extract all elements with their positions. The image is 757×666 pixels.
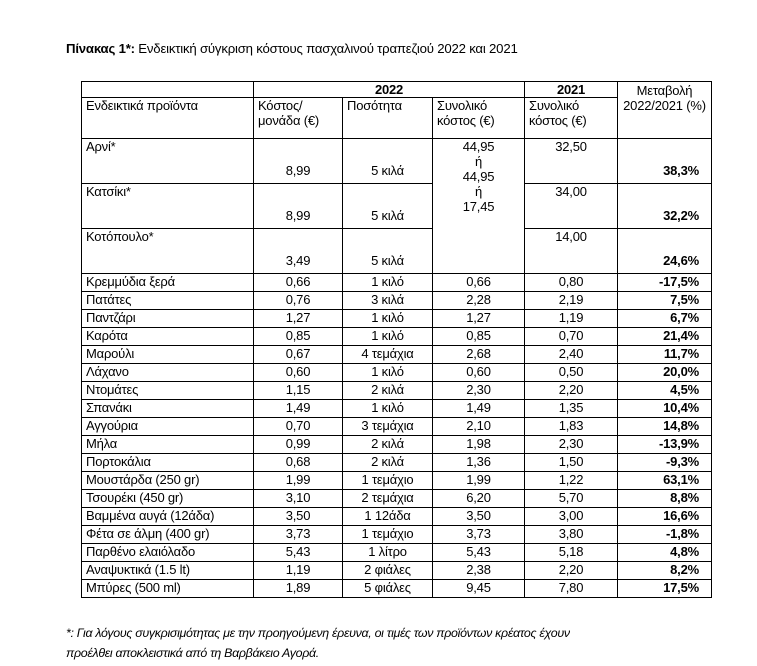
unit-cost: 1,19 <box>254 562 343 580</box>
total-2022: 3,50 <box>433 508 525 526</box>
product-name: Αγγούρια <box>82 418 254 436</box>
total-2022: 1,98 <box>433 436 525 454</box>
product-name: Καρότα <box>82 328 254 346</box>
total-2021: 34,00 <box>525 184 618 229</box>
total-2021: 2,40 <box>525 346 618 364</box>
product-name: Μουστάρδα (250 gr) <box>82 472 254 490</box>
meat-row <box>82 184 712 229</box>
table-row <box>82 346 712 364</box>
unit-cost: 0,99 <box>254 436 343 454</box>
quantity: 2 κιλά <box>343 454 433 472</box>
total-2021: 2,20 <box>525 562 618 580</box>
unit-cost: 3,50 <box>254 508 343 526</box>
unit-cost: 3,10 <box>254 490 343 508</box>
quantity: 5 κιλά <box>343 184 433 229</box>
quantity: 1 κιλό <box>343 328 433 346</box>
change-percent: 14,8% <box>618 418 712 436</box>
table-row <box>82 490 712 508</box>
meat-total-2022-line: 44,95 <box>462 169 495 184</box>
quantity: 2 τεμάχια <box>343 490 433 508</box>
total-2022: 9,45 <box>433 580 525 598</box>
product-name: Τσουρέκι (450 gr) <box>82 490 254 508</box>
table-row <box>82 454 712 472</box>
change-percent: 8,8% <box>618 490 712 508</box>
total-2022: 2,30 <box>433 382 525 400</box>
table-row <box>82 310 712 328</box>
header-row-columns <box>82 98 712 139</box>
product-name: Πορτοκάλια <box>82 454 254 472</box>
table-row <box>82 508 712 526</box>
table-row <box>82 580 712 598</box>
meat-row <box>82 229 712 274</box>
total-2021: 3,00 <box>525 508 618 526</box>
footnote-line-1: *: Για λόγους συγκρισιμότητας με την προηγούμενη έρευνα, οι τιμές των προϊόντων κρέατος έχουν <box>66 626 570 640</box>
unit-cost: 1,27 <box>254 310 343 328</box>
product-name: Αναψυκτικά (1.5 lt) <box>82 562 254 580</box>
product-name: Μπύρες (500 ml) <box>82 580 254 598</box>
total-2022: 2,38 <box>433 562 525 580</box>
change-percent: -1,8% <box>618 526 712 544</box>
header-total-2021: Συνολικό κόστος (€) <box>525 98 618 139</box>
total-2022: 2,28 <box>433 292 525 310</box>
total-2021: 1,19 <box>525 310 618 328</box>
total-2021: 5,70 <box>525 490 618 508</box>
quantity: 1 12άδα <box>343 508 433 526</box>
footnote-line-2: προέλθει αποκλειστικά από τη Βαρβάκειο Αγορά. <box>66 646 319 660</box>
change-percent: 4,5% <box>618 382 712 400</box>
change-percent: -17,5% <box>618 274 712 292</box>
quantity: 1 τεμάχιο <box>343 526 433 544</box>
total-2021: 7,80 <box>525 580 618 598</box>
price-comparison-table <box>81 81 712 598</box>
quantity: 2 φιάλες <box>343 562 433 580</box>
header-change: Μεταβολή 2022/2021 (%) <box>618 82 712 139</box>
quantity: 1 κιλό <box>343 310 433 328</box>
total-2021: 2,19 <box>525 292 618 310</box>
total-2021: 3,80 <box>525 526 618 544</box>
total-2021: 2,30 <box>525 436 618 454</box>
quantity: 3 κιλά <box>343 292 433 310</box>
unit-cost: 5,43 <box>254 544 343 562</box>
change-percent: 38,3% <box>618 139 712 184</box>
table-row <box>82 418 712 436</box>
change-percent: -13,9% <box>618 436 712 454</box>
change-percent: 7,5% <box>618 292 712 310</box>
caption-text: Ενδεικτική σύγκριση κόστους πασχαλινού τραπεζιού 2022 και 2021 <box>134 41 518 56</box>
product-name: Βαμμένα αυγά (12άδα) <box>82 508 254 526</box>
product-name: Κρεμμύδια ξερά <box>82 274 254 292</box>
total-2021: 0,80 <box>525 274 618 292</box>
table-row <box>82 562 712 580</box>
unit-cost: 0,76 <box>254 292 343 310</box>
total-2022: 1,27 <box>433 310 525 328</box>
quantity: 2 κιλά <box>343 382 433 400</box>
total-2022: 1,49 <box>433 400 525 418</box>
header-product: Ενδεικτικά προϊόντα <box>82 98 254 139</box>
unit-cost: 0,85 <box>254 328 343 346</box>
meat-total-2022-line: 44,95 <box>462 139 495 154</box>
unit-cost: 1,15 <box>254 382 343 400</box>
table-row <box>82 382 712 400</box>
product-name: Φέτα σε άλμη (400 gr) <box>82 526 254 544</box>
unit-cost: 0,66 <box>254 274 343 292</box>
total-2022: 0,60 <box>433 364 525 382</box>
product-name: Παντζάρι <box>82 310 254 328</box>
quantity: 2 κιλά <box>343 436 433 454</box>
change-percent: 20,0% <box>618 364 712 382</box>
meat-total-2022-line: ή <box>474 154 483 169</box>
header-empty-cell <box>82 82 254 98</box>
product-name: Πατάτες <box>82 292 254 310</box>
table-row <box>82 400 712 418</box>
quantity: 4 τεμάχια <box>343 346 433 364</box>
total-2021: 1,22 <box>525 472 618 490</box>
change-percent: 6,7% <box>618 310 712 328</box>
product-name: Μήλα <box>82 436 254 454</box>
change-percent: 32,2% <box>618 184 712 229</box>
table-row <box>82 328 712 346</box>
quantity: 1 τεμάχιο <box>343 472 433 490</box>
unit-cost: 0,68 <box>254 454 343 472</box>
total-2022: 0,85 <box>433 328 525 346</box>
table-row <box>82 472 712 490</box>
unit-cost: 0,67 <box>254 346 343 364</box>
product-name: Αρνί* <box>82 139 254 184</box>
quantity: 3 τεμάχια <box>343 418 433 436</box>
product-name: Κοτόπουλο* <box>82 229 254 274</box>
total-2021: 14,00 <box>525 229 618 274</box>
header-row-years <box>82 82 712 98</box>
total-2021: 32,50 <box>525 139 618 184</box>
unit-cost: 0,60 <box>254 364 343 382</box>
total-2021: 1,83 <box>525 418 618 436</box>
unit-cost: 0,70 <box>254 418 343 436</box>
quantity: 1 κιλό <box>343 364 433 382</box>
change-percent: 11,7% <box>618 346 712 364</box>
unit-cost: 1,99 <box>254 472 343 490</box>
total-2021: 0,70 <box>525 328 618 346</box>
quantity: 5 κιλά <box>343 229 433 274</box>
change-percent: 21,4% <box>618 328 712 346</box>
unit-cost: 1,49 <box>254 400 343 418</box>
header-unit-cost: Κόστος/ μονάδα (€) <box>254 98 343 139</box>
change-percent: 10,4% <box>618 400 712 418</box>
unit-cost: 3,49 <box>254 229 343 274</box>
total-2021: 0,50 <box>525 364 618 382</box>
meat-total-2022-line: 17,45 <box>462 199 495 214</box>
unit-cost: 1,89 <box>254 580 343 598</box>
change-percent: 8,2% <box>618 562 712 580</box>
table-row <box>82 292 712 310</box>
product-name: Λάχανο <box>82 364 254 382</box>
table-caption <box>66 41 518 56</box>
total-2022: 5,43 <box>433 544 525 562</box>
header-quantity: Ποσότητα <box>343 98 433 139</box>
unit-cost: 8,99 <box>254 184 343 229</box>
header-year-2021: 2021 <box>525 82 618 98</box>
product-name: Μαρούλι <box>82 346 254 364</box>
change-percent: 16,6% <box>618 508 712 526</box>
total-2021: 1,35 <box>525 400 618 418</box>
total-2021: 5,18 <box>525 544 618 562</box>
meat-total-2022-merged <box>433 139 525 274</box>
total-2022: 0,66 <box>433 274 525 292</box>
total-2022: 6,20 <box>433 490 525 508</box>
meat-row <box>82 139 712 184</box>
product-name: Κατσίκι* <box>82 184 254 229</box>
total-2022: 2,68 <box>433 346 525 364</box>
total-2022: 3,73 <box>433 526 525 544</box>
product-name: Σπανάκι <box>82 400 254 418</box>
quantity: 5 φιάλες <box>343 580 433 598</box>
table-row <box>82 544 712 562</box>
product-name: Ντομάτες <box>82 382 254 400</box>
unit-cost: 3,73 <box>254 526 343 544</box>
total-2022: 2,10 <box>433 418 525 436</box>
change-percent: 4,8% <box>618 544 712 562</box>
meat-total-2022-line: ή <box>474 184 483 199</box>
header-year-2022: 2022 <box>254 82 525 98</box>
header-total-2022: Συνολικό κόστος (€) <box>433 98 525 139</box>
quantity: 1 κιλό <box>343 274 433 292</box>
quantity: 1 κιλό <box>343 400 433 418</box>
total-2021: 1,50 <box>525 454 618 472</box>
change-percent: 17,5% <box>618 580 712 598</box>
caption-label: Πίνακας 1*: <box>66 41 135 56</box>
total-2022: 1,99 <box>433 472 525 490</box>
table-row <box>82 436 712 454</box>
total-2022: 1,36 <box>433 454 525 472</box>
product-name: Παρθένο ελαιόλαδο <box>82 544 254 562</box>
change-percent: 24,6% <box>618 229 712 274</box>
table-row <box>82 274 712 292</box>
change-percent: 63,1% <box>618 472 712 490</box>
total-2021: 2,20 <box>525 382 618 400</box>
footnote <box>66 623 757 663</box>
table-row <box>82 364 712 382</box>
unit-cost: 8,99 <box>254 139 343 184</box>
quantity: 1 λίτρο <box>343 544 433 562</box>
change-percent: -9,3% <box>618 454 712 472</box>
quantity: 5 κιλά <box>343 139 433 184</box>
table-row <box>82 526 712 544</box>
